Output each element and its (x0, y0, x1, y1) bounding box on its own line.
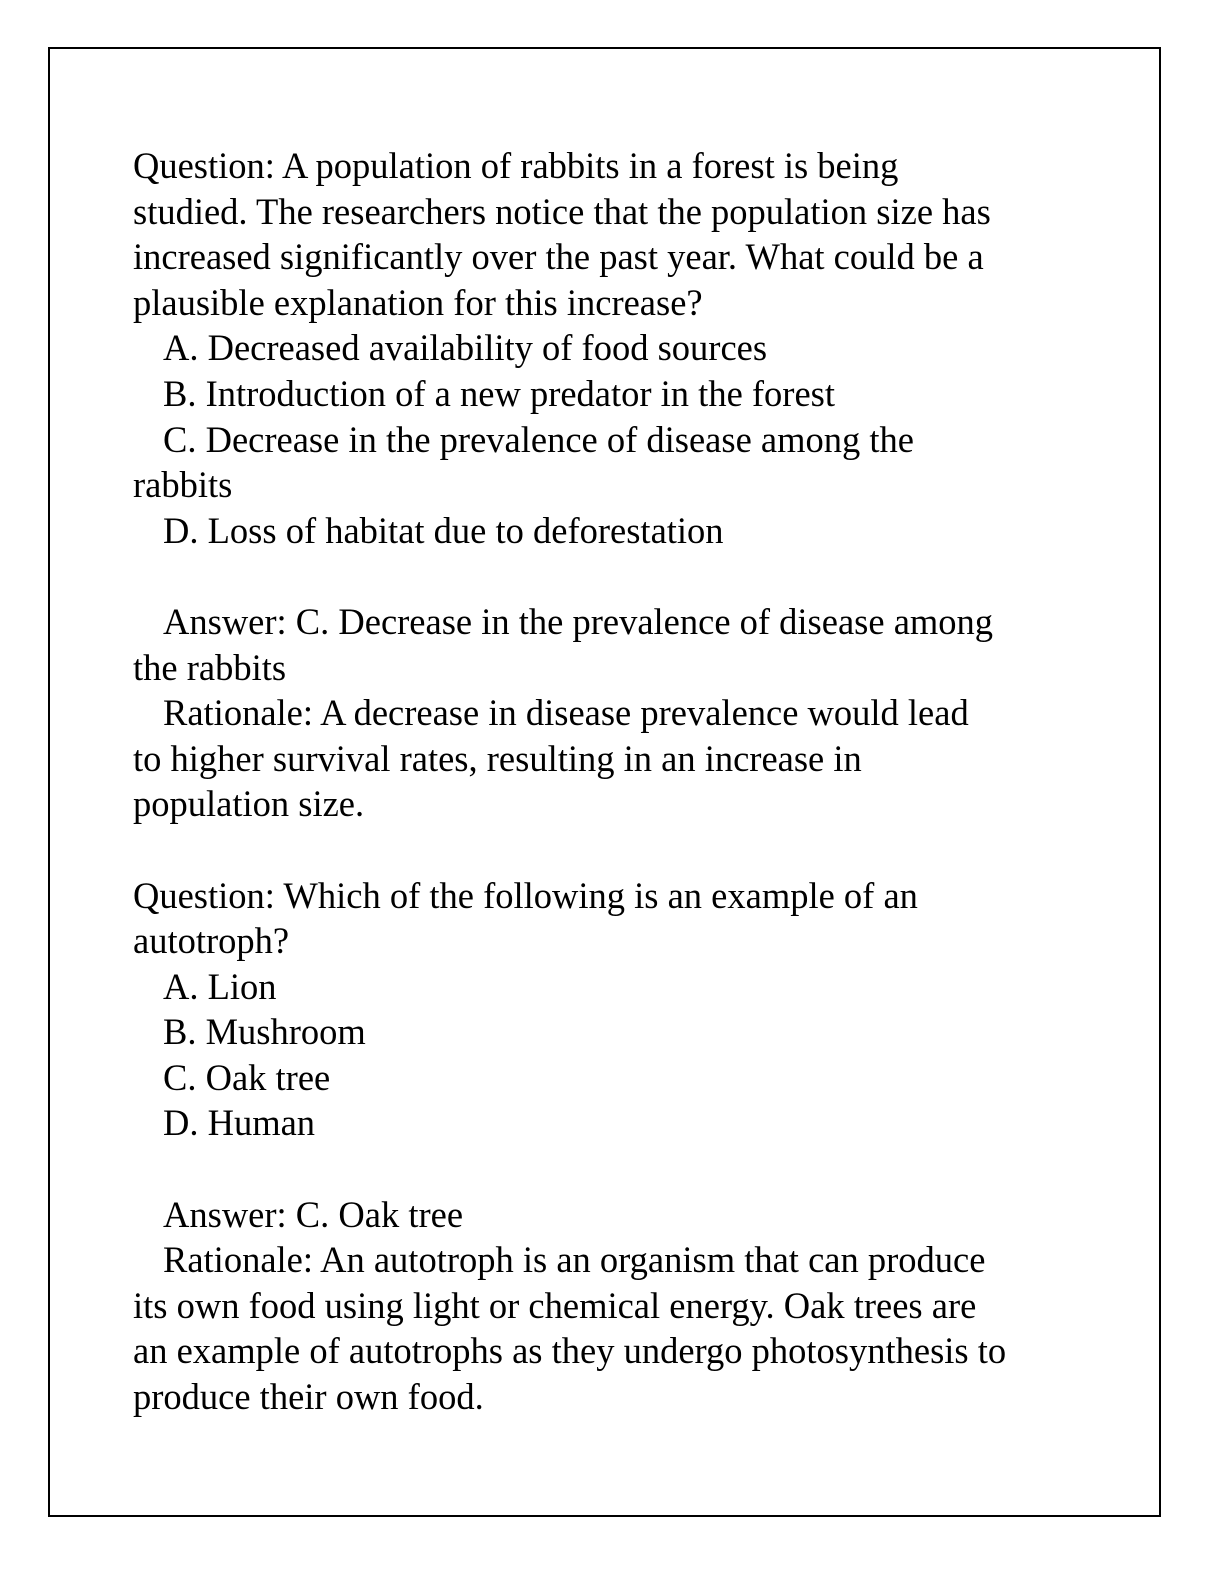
question-2-answer: Answer: C. Oak tree (163, 1193, 464, 1235)
spacer (133, 553, 1093, 599)
question-1-option-c-continued: rabbits (133, 464, 233, 506)
question-1-rationale-continued: to higher survival rates, resulting in an increase in (133, 737, 862, 779)
question-2-rationale: Rationale: An autotroph is an organism that can produce (163, 1239, 986, 1281)
question-1-text-line: studied. The researchers notice that the population size has (133, 190, 991, 232)
question-1-answer-continued: the rabbits (133, 646, 287, 688)
question-2-option-b: B. Mushroom (163, 1011, 366, 1053)
question-1-option-c: C. Decrease in the prevalence of disease among the (163, 418, 914, 460)
spacer (133, 1146, 1093, 1192)
question-1 (133, 143, 1093, 827)
spacer (133, 827, 1093, 873)
question-2-option-a: A. Lion (163, 965, 277, 1007)
question-1-option-b: B. Introduction of a new predator in the forest (163, 372, 836, 414)
question-1-rationale: Rationale: A decrease in disease prevalence would lead (163, 692, 969, 734)
question-1-option-d: D. Loss of habitat due to deforestation (163, 509, 724, 551)
question-2-rationale-continued: its own food using light or chemical energy. Oak trees are (133, 1284, 977, 1326)
question-2 (133, 873, 1093, 1420)
question-2-option-c: C. Oak tree (163, 1056, 331, 1098)
question-2-text-line: autotroph? (133, 920, 290, 962)
question-1-text-line: increased significantly over the past year. What could be a (133, 236, 984, 278)
question-2-option-d: D. Human (163, 1102, 316, 1144)
question-1-rationale-continued: population size. (133, 783, 365, 825)
question-1-text-line: Question: A population of rabbits in a forest is being (133, 145, 899, 186)
question-1-option-a: A. Decreased availability of food sources (163, 327, 768, 369)
question-1-text-line: plausible explanation for this increase? (133, 281, 703, 323)
question-2-text-line: Question: Which of the following is an example of an (133, 874, 918, 916)
question-1-answer: Answer: C. Decrease in the prevalence of disease among (163, 600, 994, 642)
question-2-rationale-continued: produce their own food. (133, 1376, 484, 1418)
document-body (133, 143, 1093, 1420)
question-2-rationale-continued: an example of autotrophs as they undergo photosynthesis to (133, 1330, 1007, 1372)
